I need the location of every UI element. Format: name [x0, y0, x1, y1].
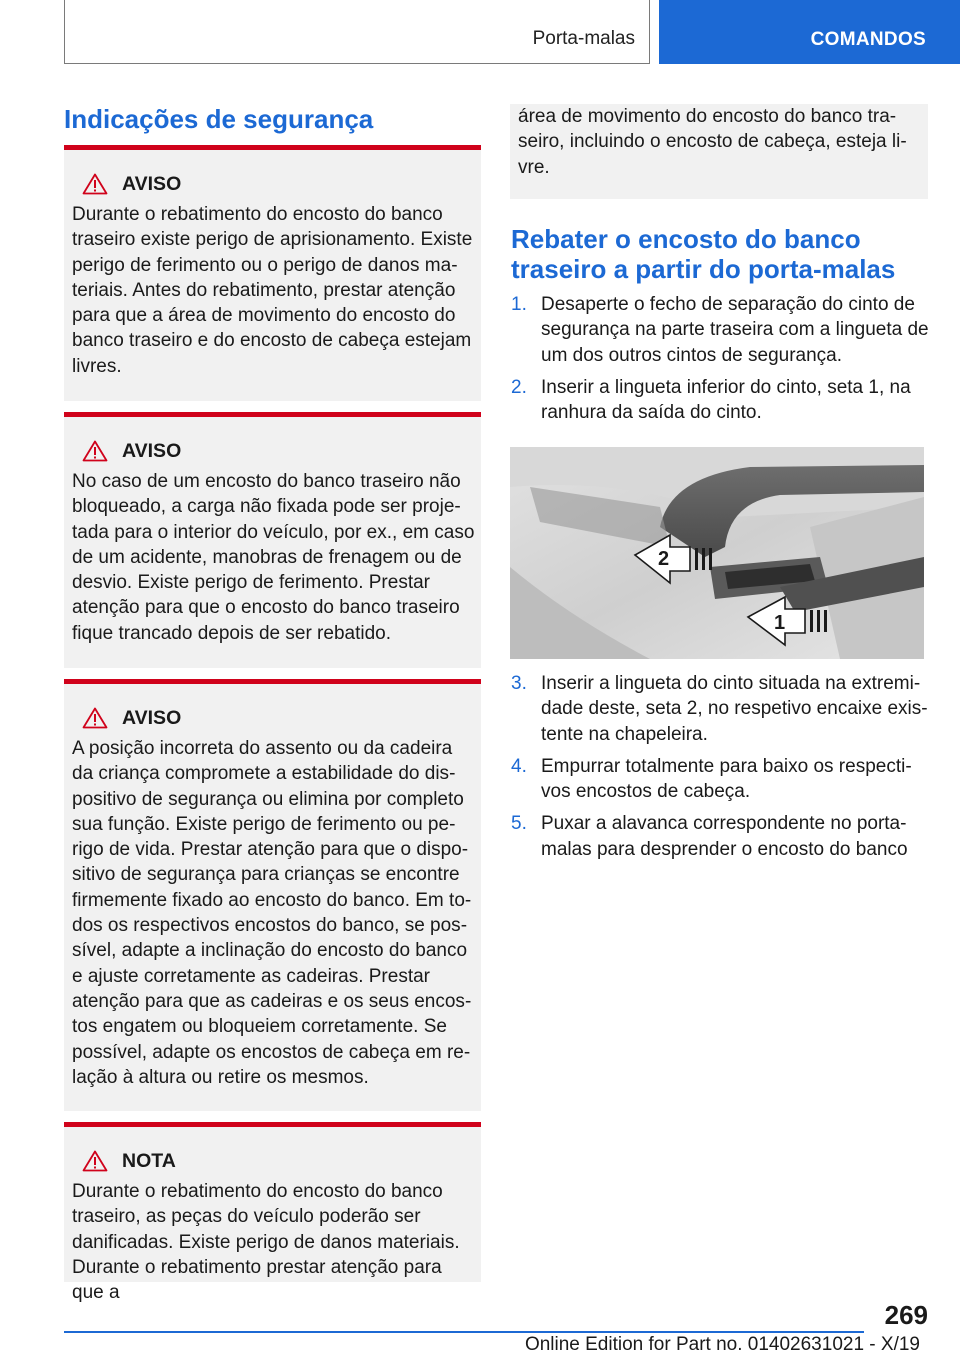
- list-item: [511, 811, 931, 862]
- list-item: [511, 671, 931, 747]
- warning-triangle-icon: [82, 707, 108, 729]
- warning-box-1: [64, 145, 481, 401]
- list-item: [511, 375, 931, 426]
- warning-label: AVISO: [122, 439, 182, 462]
- list-item: [511, 754, 931, 805]
- warning-title-1: [72, 170, 475, 198]
- step-number: 2.: [511, 376, 527, 398]
- step-number: 1.: [511, 294, 527, 315]
- warning-label: AVISO: [122, 172, 182, 195]
- header-section-title: Porta-malas: [532, 28, 635, 49]
- step-number: 4.: [511, 755, 527, 777]
- note-box: [64, 1122, 481, 1304]
- warning-triangle-icon: [82, 1150, 108, 1172]
- header-chapter-tab: [659, 0, 960, 64]
- warning-text: No caso de um encosto do banco traseiro não bloqueado, a carga não fixada pode ser projetada para o interior do veículo, por ex., em caso de um acidente, manobras de frenagem ou de desvio. Existe perigo de ferimento. Prestar atenção para que o encosto do banco traseiro fique trancado depois de ser rebatido.: [72, 471, 475, 644]
- note-text: Durante o rebatimento do encosto do banco traseiro, as peças do veículo poderão ser danificadas. Existe perigo de danos materiais. Durante o rebatimento prestar atenção para que a: [72, 1181, 460, 1304]
- warning-text: Durante o rebatimento do encosto do banco traseiro existe perigo de aprisionamento. Existe perigo de ferimento ou o perigo de danos materiais. Antes do rebatimento, prestar atenção para que a área de movimento do encosto do banco traseiro e do encosto de cabeça estejam livres.: [72, 204, 473, 377]
- arrow-2-label: 2: [658, 548, 670, 570]
- seat-belt-illustration: [510, 447, 924, 659]
- warning-title-2: [72, 437, 475, 465]
- note-continuation-box: [510, 104, 928, 199]
- note-continuation-text: área de movimento do encosto do banco traseiro, incluindo o encosto de cabeça, esteja livre.: [518, 106, 907, 178]
- steps-list-a: [511, 292, 931, 432]
- header-chapter-title: COMANDOS: [810, 29, 926, 50]
- step-text: Inserir a lingueta inferior do cinto, seta 1, na ranhura da saída do cinto.: [541, 376, 911, 424]
- safety-heading: Indicações de segurança: [64, 104, 374, 134]
- step-text: Inserir a lingueta do cinto situada na extremidade deste, seta 2, no respetivo encaixe existente na chapeleira.: [541, 673, 928, 745]
- note-title: [72, 1147, 475, 1175]
- step-number: 5.: [511, 813, 527, 835]
- step-text: Desaperte o fecho de separação do cinto de segurança na parte traseira com a lingueta de um dos outros cintos de segurança.: [541, 294, 929, 366]
- warning-box-3: [64, 679, 481, 1111]
- warning-text: A posição incorreta do assento ou da cadeira da criança compromete a estabilidade do dispositivo de segurança ou elimina por completo sua função. Existe perigo de ferimento ou perigo de vida. Prestar atenção para que o dispositivo de segurança para crianças se encontre firmemente fixado ao encosto do banco. Em todos os respectivos encostos do banco, se possível, adapte a inclinação do encosto do banco e ajuste corretamente as cadeiras. Prestar atenção para que as cadeiras e os seus encostos engatem ou bloqueiem corretamente. Se possível, adapte os encostos de cabeça em relação à altura ou retire os mesmos.: [72, 738, 472, 1088]
- warning-box-2: [64, 412, 481, 668]
- page-number: 269: [884, 1300, 928, 1330]
- warning-triangle-icon: [82, 440, 108, 462]
- section-heading: Rebater o encosto do banco traseiro a partir do porta-malas: [511, 224, 896, 284]
- step-text: Empurrar totalmente para baixo os respectivos encostos de cabeça.: [541, 755, 912, 803]
- step-text: Puxar a alavanca correspondente no porta-malas para desprender o encosto do banco: [541, 813, 908, 860]
- seat-belt-drawing: [510, 447, 924, 659]
- header-section-box: [64, 0, 650, 64]
- footer-divider: [64, 1331, 864, 1333]
- steps-list-b: [511, 671, 931, 869]
- footer-edition-text: Online Edition for Part no. 01402631021 - X/19: [524, 1334, 920, 1355]
- warning-label: AVISO: [122, 706, 182, 729]
- list-item: [511, 292, 931, 368]
- arrow-1-label: 1: [774, 612, 786, 634]
- step-number: 3.: [511, 673, 527, 694]
- warning-triangle-icon: [82, 173, 108, 195]
- note-label: NOTA: [122, 1149, 176, 1172]
- warning-title-3: [72, 704, 475, 732]
